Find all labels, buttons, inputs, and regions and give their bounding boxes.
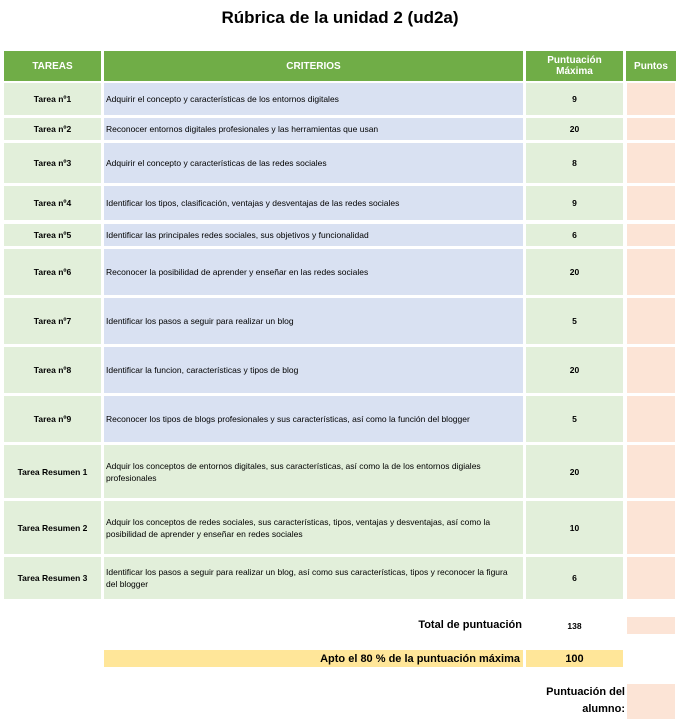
criterion-cell bbox=[104, 249, 523, 295]
criterion-cell-text: Adquir los conceptos de entornos digitales, sus características, así como la de los entornos digiales profesionales bbox=[106, 460, 481, 483]
task-cell-text: Tarea nº3 bbox=[33, 158, 72, 168]
points-input-cell[interactable] bbox=[627, 396, 675, 442]
max-score-cell bbox=[526, 224, 623, 246]
points-input-cell[interactable] bbox=[627, 298, 675, 344]
criterion-cell-text: Identificar los pasos a seguir para realizar un blog bbox=[106, 316, 294, 326]
max-score-cell-text: 9 bbox=[572, 94, 577, 104]
total-points-cell[interactable] bbox=[627, 617, 675, 634]
criterion-cell bbox=[104, 118, 523, 140]
points-input-cell[interactable] bbox=[627, 249, 675, 295]
criterion-cell bbox=[104, 83, 523, 115]
task-cell-text: Tarea nº9 bbox=[33, 414, 72, 424]
criterion-cell bbox=[104, 501, 523, 554]
student-score-line2: alumno: bbox=[582, 703, 625, 715]
criterion-cell-text: Reconocer entornos digitales profesionales y las herramientas que usan bbox=[106, 124, 379, 134]
task-cell-text: Tarea nº6 bbox=[33, 267, 72, 277]
max-score-cell-text: 20 bbox=[569, 124, 580, 134]
apto-value-cell bbox=[526, 650, 623, 667]
criterion-cell-text: Identificar las principales redes sociales, sus objetivos y funcionalidad bbox=[106, 230, 369, 240]
criterion-cell bbox=[104, 143, 523, 183]
task-cell-text: Tarea Resumen 3 bbox=[17, 573, 88, 583]
task-cell bbox=[4, 186, 101, 220]
max-score-cell-text: 20 bbox=[569, 466, 580, 477]
header-tareas bbox=[4, 51, 101, 81]
criterion-cell bbox=[104, 445, 523, 498]
task-cell-text: Tarea nº1 bbox=[33, 94, 72, 104]
task-cell bbox=[4, 396, 101, 442]
criterion-cell-text: Adquirir el concepto y características de los entornos digitales bbox=[106, 94, 339, 104]
header-puntos bbox=[626, 51, 676, 81]
criterion-cell-text: Identificar la funcion, características y tipos de blog bbox=[106, 365, 299, 375]
points-input-cell[interactable] bbox=[627, 186, 675, 220]
task-cell bbox=[4, 557, 101, 599]
header-criterios bbox=[104, 51, 523, 81]
task-cell bbox=[4, 445, 101, 498]
header-puntuacion-maxima bbox=[526, 51, 623, 81]
task-cell bbox=[4, 298, 101, 344]
points-input-cell[interactable] bbox=[627, 501, 675, 554]
task-cell bbox=[4, 347, 101, 393]
student-score-line1: Puntuación del bbox=[546, 686, 625, 698]
max-score-cell-text: 20 bbox=[569, 267, 580, 277]
task-cell bbox=[4, 143, 101, 183]
points-input-cell[interactable] bbox=[627, 118, 675, 140]
total-label: Total de puntuación bbox=[418, 619, 522, 631]
task-cell bbox=[4, 118, 101, 140]
points-input-cell[interactable] bbox=[627, 143, 675, 183]
header-tareas-label: TAREAS bbox=[32, 60, 73, 72]
header-max-line2: Máxima bbox=[556, 66, 593, 77]
points-input-cell[interactable] bbox=[627, 445, 675, 498]
criterion-cell-text: Adquirir el concepto y características de las redes sociales bbox=[106, 158, 327, 168]
total-value bbox=[526, 617, 623, 634]
criterion-cell bbox=[104, 347, 523, 393]
task-cell-text: Tarea Resumen 2 bbox=[17, 522, 88, 533]
max-score-cell bbox=[526, 557, 623, 599]
max-score-cell-text: 10 bbox=[569, 522, 580, 533]
max-score-cell bbox=[526, 501, 623, 554]
max-score-cell bbox=[526, 347, 623, 393]
max-score-cell-text: 9 bbox=[572, 198, 577, 208]
max-score-cell bbox=[526, 396, 623, 442]
max-score-cell bbox=[526, 445, 623, 498]
student-score-cell[interactable] bbox=[627, 684, 675, 719]
max-score-cell-text: 6 bbox=[572, 573, 577, 583]
max-score-cell bbox=[526, 249, 623, 295]
max-score-cell bbox=[526, 298, 623, 344]
criterion-cell bbox=[104, 298, 523, 344]
criterion-cell-text: Reconocer los tipos de blogs profesionales y sus características, así como la función del blogger bbox=[106, 414, 470, 424]
criterion-cell bbox=[104, 224, 523, 246]
max-score-cell-text: 8 bbox=[572, 158, 577, 168]
student-score-label bbox=[500, 684, 625, 718]
criterion-cell bbox=[104, 557, 523, 599]
apto-label: Apto el 80 % de la puntuación máxima bbox=[320, 652, 520, 665]
task-cell-text: Tarea nº4 bbox=[33, 198, 72, 208]
page-title: Rúbrica de la unidad 2 (ud2a) bbox=[221, 8, 459, 27]
apto-label-cell bbox=[104, 650, 523, 667]
criterion-cell-text: Reconocer la posibilidad de aprender y enseñar en las redes sociales bbox=[106, 267, 369, 277]
header-max-line1: Puntuación bbox=[547, 55, 602, 66]
task-cell-text: Tarea nº2 bbox=[33, 124, 72, 134]
max-score-cell bbox=[526, 83, 623, 115]
max-score-cell bbox=[526, 143, 623, 183]
task-cell-text: Tarea Resumen 1 bbox=[17, 466, 88, 477]
points-input-cell[interactable] bbox=[627, 347, 675, 393]
max-score-cell-text: 5 bbox=[572, 316, 577, 326]
points-input-cell[interactable] bbox=[627, 224, 675, 246]
max-score-cell-text: 5 bbox=[572, 414, 577, 424]
task-cell bbox=[4, 83, 101, 115]
criterion-cell bbox=[104, 186, 523, 220]
criterion-cell-text: Adquir los conceptos de redes sociales, sus características, tipos, ventajas y desventajas, así como la posibilidad de aprender y enseñar en redes sociales bbox=[106, 516, 491, 539]
points-input-cell[interactable] bbox=[627, 557, 675, 599]
task-cell-text: Tarea nº7 bbox=[33, 316, 72, 326]
total-value-text: 138 bbox=[567, 620, 582, 631]
max-score-cell bbox=[526, 118, 623, 140]
header-puntos-label: Puntos bbox=[634, 60, 668, 72]
max-score-cell-text: 6 bbox=[572, 230, 577, 240]
max-score-cell bbox=[526, 186, 623, 220]
task-cell bbox=[4, 224, 101, 246]
points-input-cell[interactable] bbox=[627, 83, 675, 115]
criterion-cell bbox=[104, 396, 523, 442]
max-score-cell-text: 20 bbox=[569, 365, 580, 375]
header-criterios-label: CRITERIOS bbox=[286, 60, 341, 72]
apto-value: 100 bbox=[565, 652, 584, 665]
task-cell-text: Tarea nº5 bbox=[33, 230, 72, 240]
criterion-cell-text: Identificar los tipos, clasificación, ventajas y desventajas de las redes sociales bbox=[106, 198, 400, 208]
task-cell bbox=[4, 249, 101, 295]
task-cell-text: Tarea nº8 bbox=[33, 365, 72, 375]
criterion-cell-text: Identificar los pasos a seguir para realizar un blog, así como sus características, tipos y reconocer la figura del blogger bbox=[106, 567, 508, 589]
task-cell bbox=[4, 501, 101, 554]
